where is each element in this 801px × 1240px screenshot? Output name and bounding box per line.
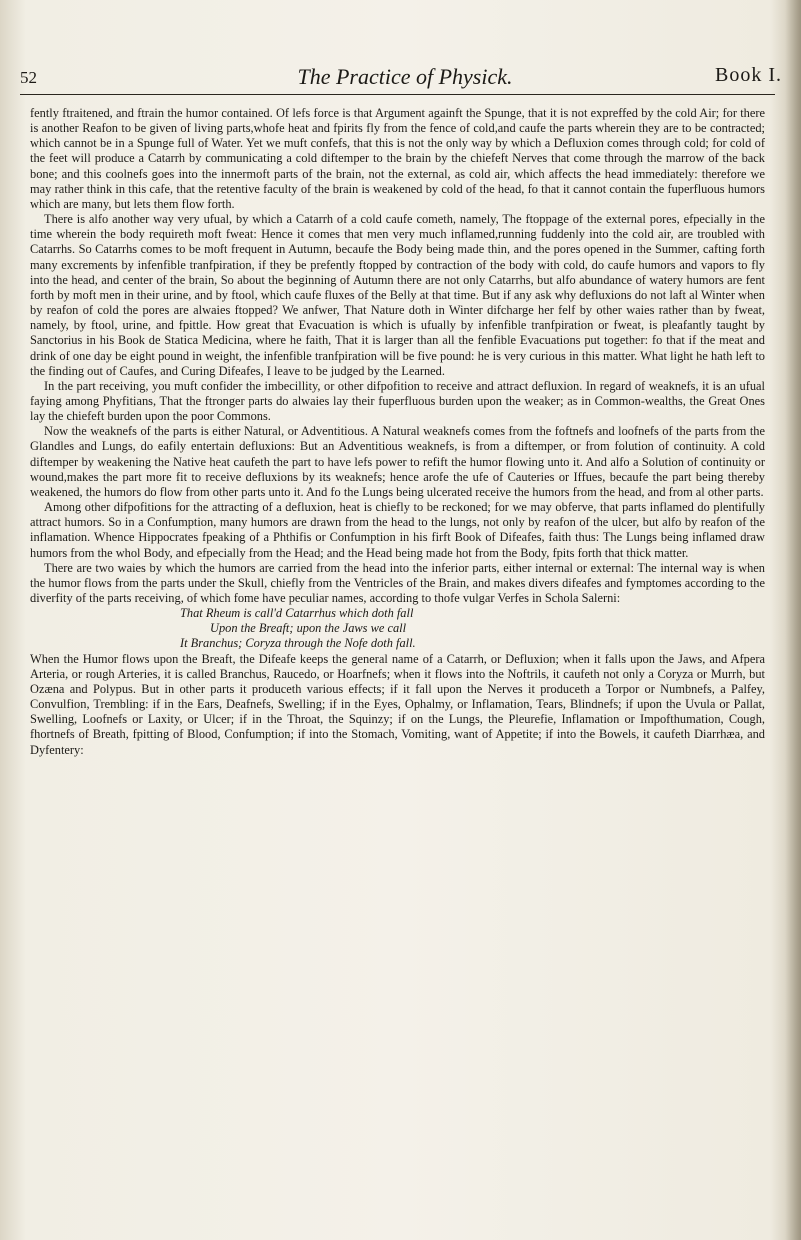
paragraph: Now the weaknefs of the parts is either Natural, or Adventitious. A Natural weaknefs comes from the foftnefs and loofnefs of the parts from the Glandles and Lungs, do eafily entertain defluxions: But an Adventitious weaknefs, is from a diftemper, or from folution of continuity. A cold diftemper by weakening the Native heat caufeth the part to have lefs power to refift the humor flowing unto it. And alfo a Solution of continuity or wound,makes the part more fit to receive defluxions by its weaknefs; hence arofe the ufe of Cauteries or Iffues, becaufe the part being thereby weakened, the humors do flow from other parts unto it. And fo the Lungs being ulcerated receive the humors from the head, and from al other parts. <box>30 424 765 499</box>
verse-block <box>30 606 765 651</box>
paragraph: fently ftraitened, and ftrain the humor contained. Of lefs force is that Argument againft the Spunge, that it is not expreffed by the cold Air; for there is another Reafon to be given of living parts,whofe heat and fpirits fly from the fence of cold,and caufe the parts wherein they are to be contracted; which cannot be in a Spunge full of Water. Yet we muft confefs, that this is not the only way by which a Defluxion comes through cold; for cold of the feet will produce a Catarrh by communicating a cold diftemper to the brain by the chiefeft Nerves that come through the marrow of the back bone; and this coolnefs goes into the innermoft parts of the brain, not the external, as cold air, which affects the head immediately: therefore we may rather think in this cafe, that the retentive faculty of the brain is weakened by cold of the head, fo that it cannot contain the fuperfluous humors which are many, but lets them flow forth. <box>30 106 765 211</box>
page-edge-shadow <box>785 0 801 1240</box>
running-title: The Practice of Physick. <box>297 64 513 89</box>
paragraph: When the Humor flows upon the Breaft, the Difeafe keeps the general name of a Catarrh, or Defluxion; when it falls upon the Jaws, and Afpera Arteria, or rough Arteries, it is called Branchus, Raucedo, or Hoarfnefs; when it flows into the Noftrils, it caufeth not only a Coryza or Murrh, but Ozæna and Polypus. But in other parts it produceth various effects; if it fall upon the Nerves it produceth a Torpor or Numbnefs, a Palfey, Convulfion, Trembling: if in the Ears, Deafnefs, Swelling; if in the Eyes, Ophalmy, or Inflamation, Tears, Blindnefs; if upon the Uvula or Pallat, Swelling, Loofnefs or Laxity, or Ulcer; if in the Throat, the Squinzy; if on the Lungs, the Pleurefie, Inflamation or Impofthumation, Cough, fhortnefs of Breath, fpitting of Blood, Confumption; if into the Stomach, Vomiting, want of Appetite; if into the Bowels, it caufeth Diarrhæa, and Dyfentery: <box>30 651 765 757</box>
verse-line: That Rheum is call'd Catarrhus which doth fall <box>180 606 414 621</box>
page-header <box>20 62 790 92</box>
paragraph: There are two waies by which the humors are carried from the head into the inferior parts, either internal or external: The internal way is when the humor flows from the parts under the Skull, chiefly from the Ventricles of the Brain, and makes divers difeafes and fymptomes according to the diverfity of the parts receiving, of which fome have peculiar names, according to thofe vulgar Verfes in Schola Salerni: <box>30 560 765 605</box>
paragraph: In the part receiving, you muft confider the imbecillity, or other difpofition to receive and attract defluxion. In regard of weaknefs, it is an ufual faying among Phyfitians, That the ftronger parts do alwaies lay their fuperfluous burden upon the weaker; as in Common-wealths, the Great Ones lay the chiefeft burden upon the poor Commons. <box>30 378 765 424</box>
body-text <box>30 106 765 758</box>
paragraph: Among other difpofitions for the attracting of a defluxion, heat is chiefly to be reckoned; for we may obferve, that parts inflamed do plentifully attract humors. So in a Confumption, many humors are drawn from the head to the lungs, not only by reafon of the ulcer, but alfo by reafon of the inflamation. Whence Hippocrates fpeaking of a Phthifis or Confumption in his firft Book of Difeafes, faith thus: The Lungs being inflamed draw humors from the whol Body, and efpecially from the Head; and the Head being made hot from the Body, fpits forth that thick matter. <box>30 500 765 560</box>
book-label: Book I. <box>715 64 782 86</box>
paragraph: There is alfo another way very ufual, by which a Catarrh of a cold caufe cometh, namely, The ftoppage of the external pores, efpecially in the time wherein the body requireth moft fweat: Hence it comes that men very much inflamed,running fuddenly into the cold air, are troubled with Catarrhs. So Catarrhs comes to be moft frequent in Autumn, becaufe the Body being made thin, and the pores opened in the Summer, cafting forth many excrements by infenfible tranfpiration, if they be prefently ftopped by contraction of the body with cold, do caufe humors and vapors to fly into the head, and center of the brain, So about the beginning of Autumn there are not only Catarrhs, but alfo abundance of watery humors are fent forth by moft men in their urine, and by ftool, which caufe fluxes of the Belly at that time. But if any ask why defluxions do not laft al Winter when by reafon of cold the pores are alwaies ftopped? We anfwer, That Nature doth in Winter difcharge her felf by other waies rather than by fweat, namely, by ftool, urine, and fpittle. How great that Evacuation is which is ufually by infenfible tranfpiration or fweat, is pleafantly taught by Sanctorius in his Book de Statica Medicina, where he faith, That it is larger than all the fenfible Evacuations put together: fo that if the meat and drink of one day be eight pound in weight, the infenfible tranfpiration will be five pound: he is very curious in this matter. What light he hath left to the finding out of Caufes, and Curing Difeafes, I leave to be judged by the Learned. <box>30 212 765 378</box>
verse-line: It Branchus; Coryza through the Nofe doth fall. <box>180 636 416 651</box>
page-number: 52 <box>20 68 37 87</box>
header-rule <box>20 94 775 95</box>
verse-line: Upon the Breaft; upon the Jaws we call <box>210 621 407 636</box>
